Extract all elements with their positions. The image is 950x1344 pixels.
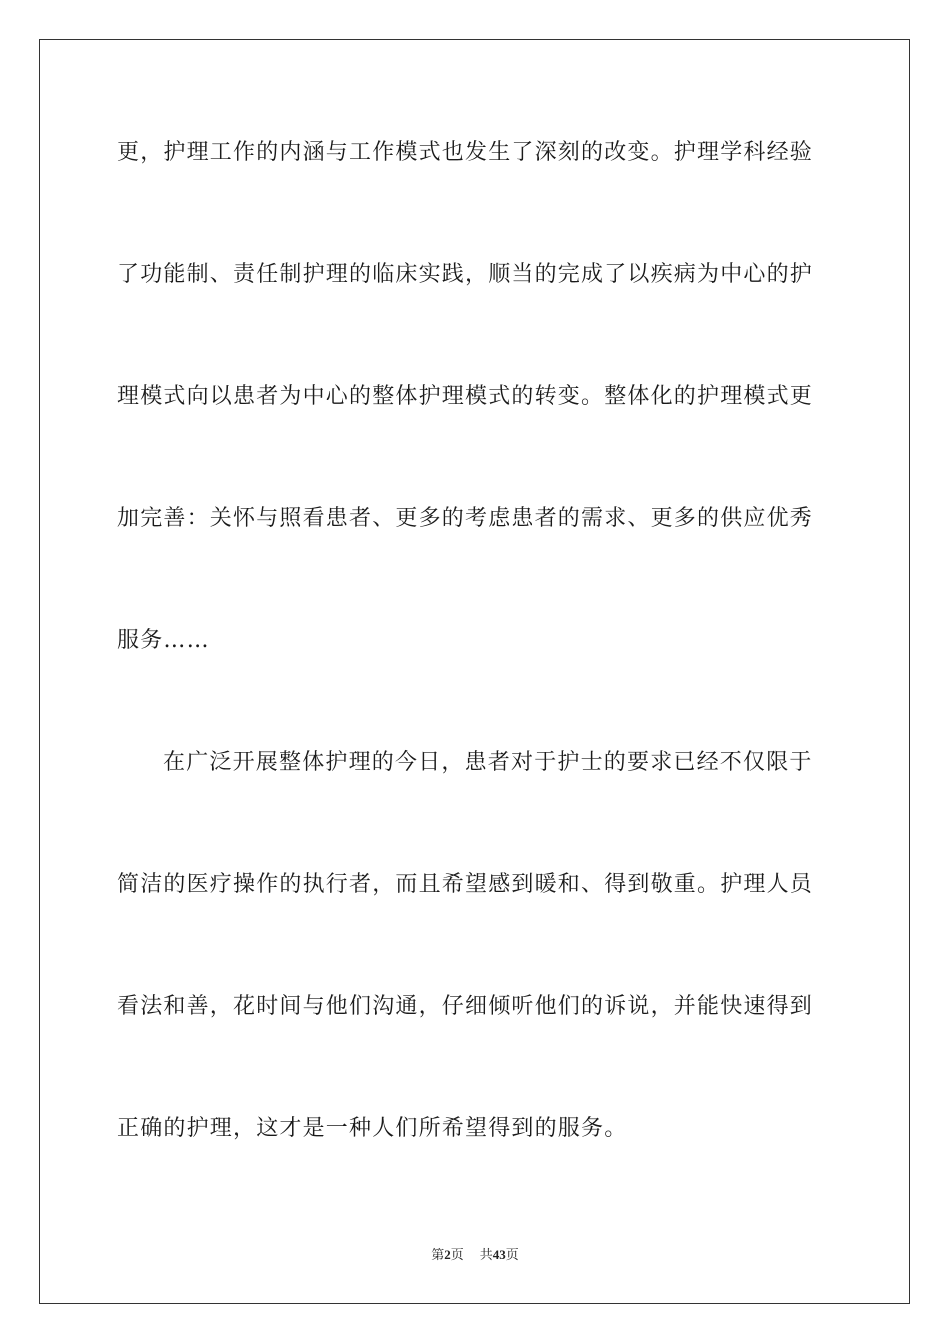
text-line: 看法和善，花时间与他们沟通，仔细倾听他们的诉说，并能快速得到 <box>117 994 814 1019</box>
page-footer <box>0 1246 950 1264</box>
footer-page-number: 2 <box>444 1247 451 1262</box>
text-line: 加完善：关怀与照看患者、更多的考虑患者的需求、更多的供应优秀 <box>117 506 814 531</box>
text-line: 正确的护理，这才是一种人们所希望得到的服务。 <box>117 1116 628 1141</box>
footer-page-suffix: 页 <box>450 1247 464 1262</box>
text-line: 在广泛开展整体护理的今日，患者对于护士的要求已经不仅限于 <box>163 750 813 775</box>
text-line: 简洁的医疗操作的执行者，而且希望感到暖和、得到敬重。护理人员 <box>117 872 814 897</box>
footer-total-pages: 43 <box>492 1247 506 1262</box>
footer-page-prefix: 第 <box>431 1247 445 1262</box>
text-line: 了功能制、责任制护理的临床实践，顺当的完成了以疾病为中心的护 <box>117 262 814 287</box>
footer-total-suffix: 页 <box>505 1247 519 1262</box>
text-line: 服务…… <box>117 628 210 653</box>
text-line: 更，护理工作的内涵与工作模式也发生了深刻的改变。护理学科经验 <box>117 140 814 165</box>
text-line: 理模式向以患者为中心的整体护理模式的转变。整体化的护理模式更 <box>117 384 814 409</box>
footer-total-prefix: 共 <box>479 1247 493 1262</box>
